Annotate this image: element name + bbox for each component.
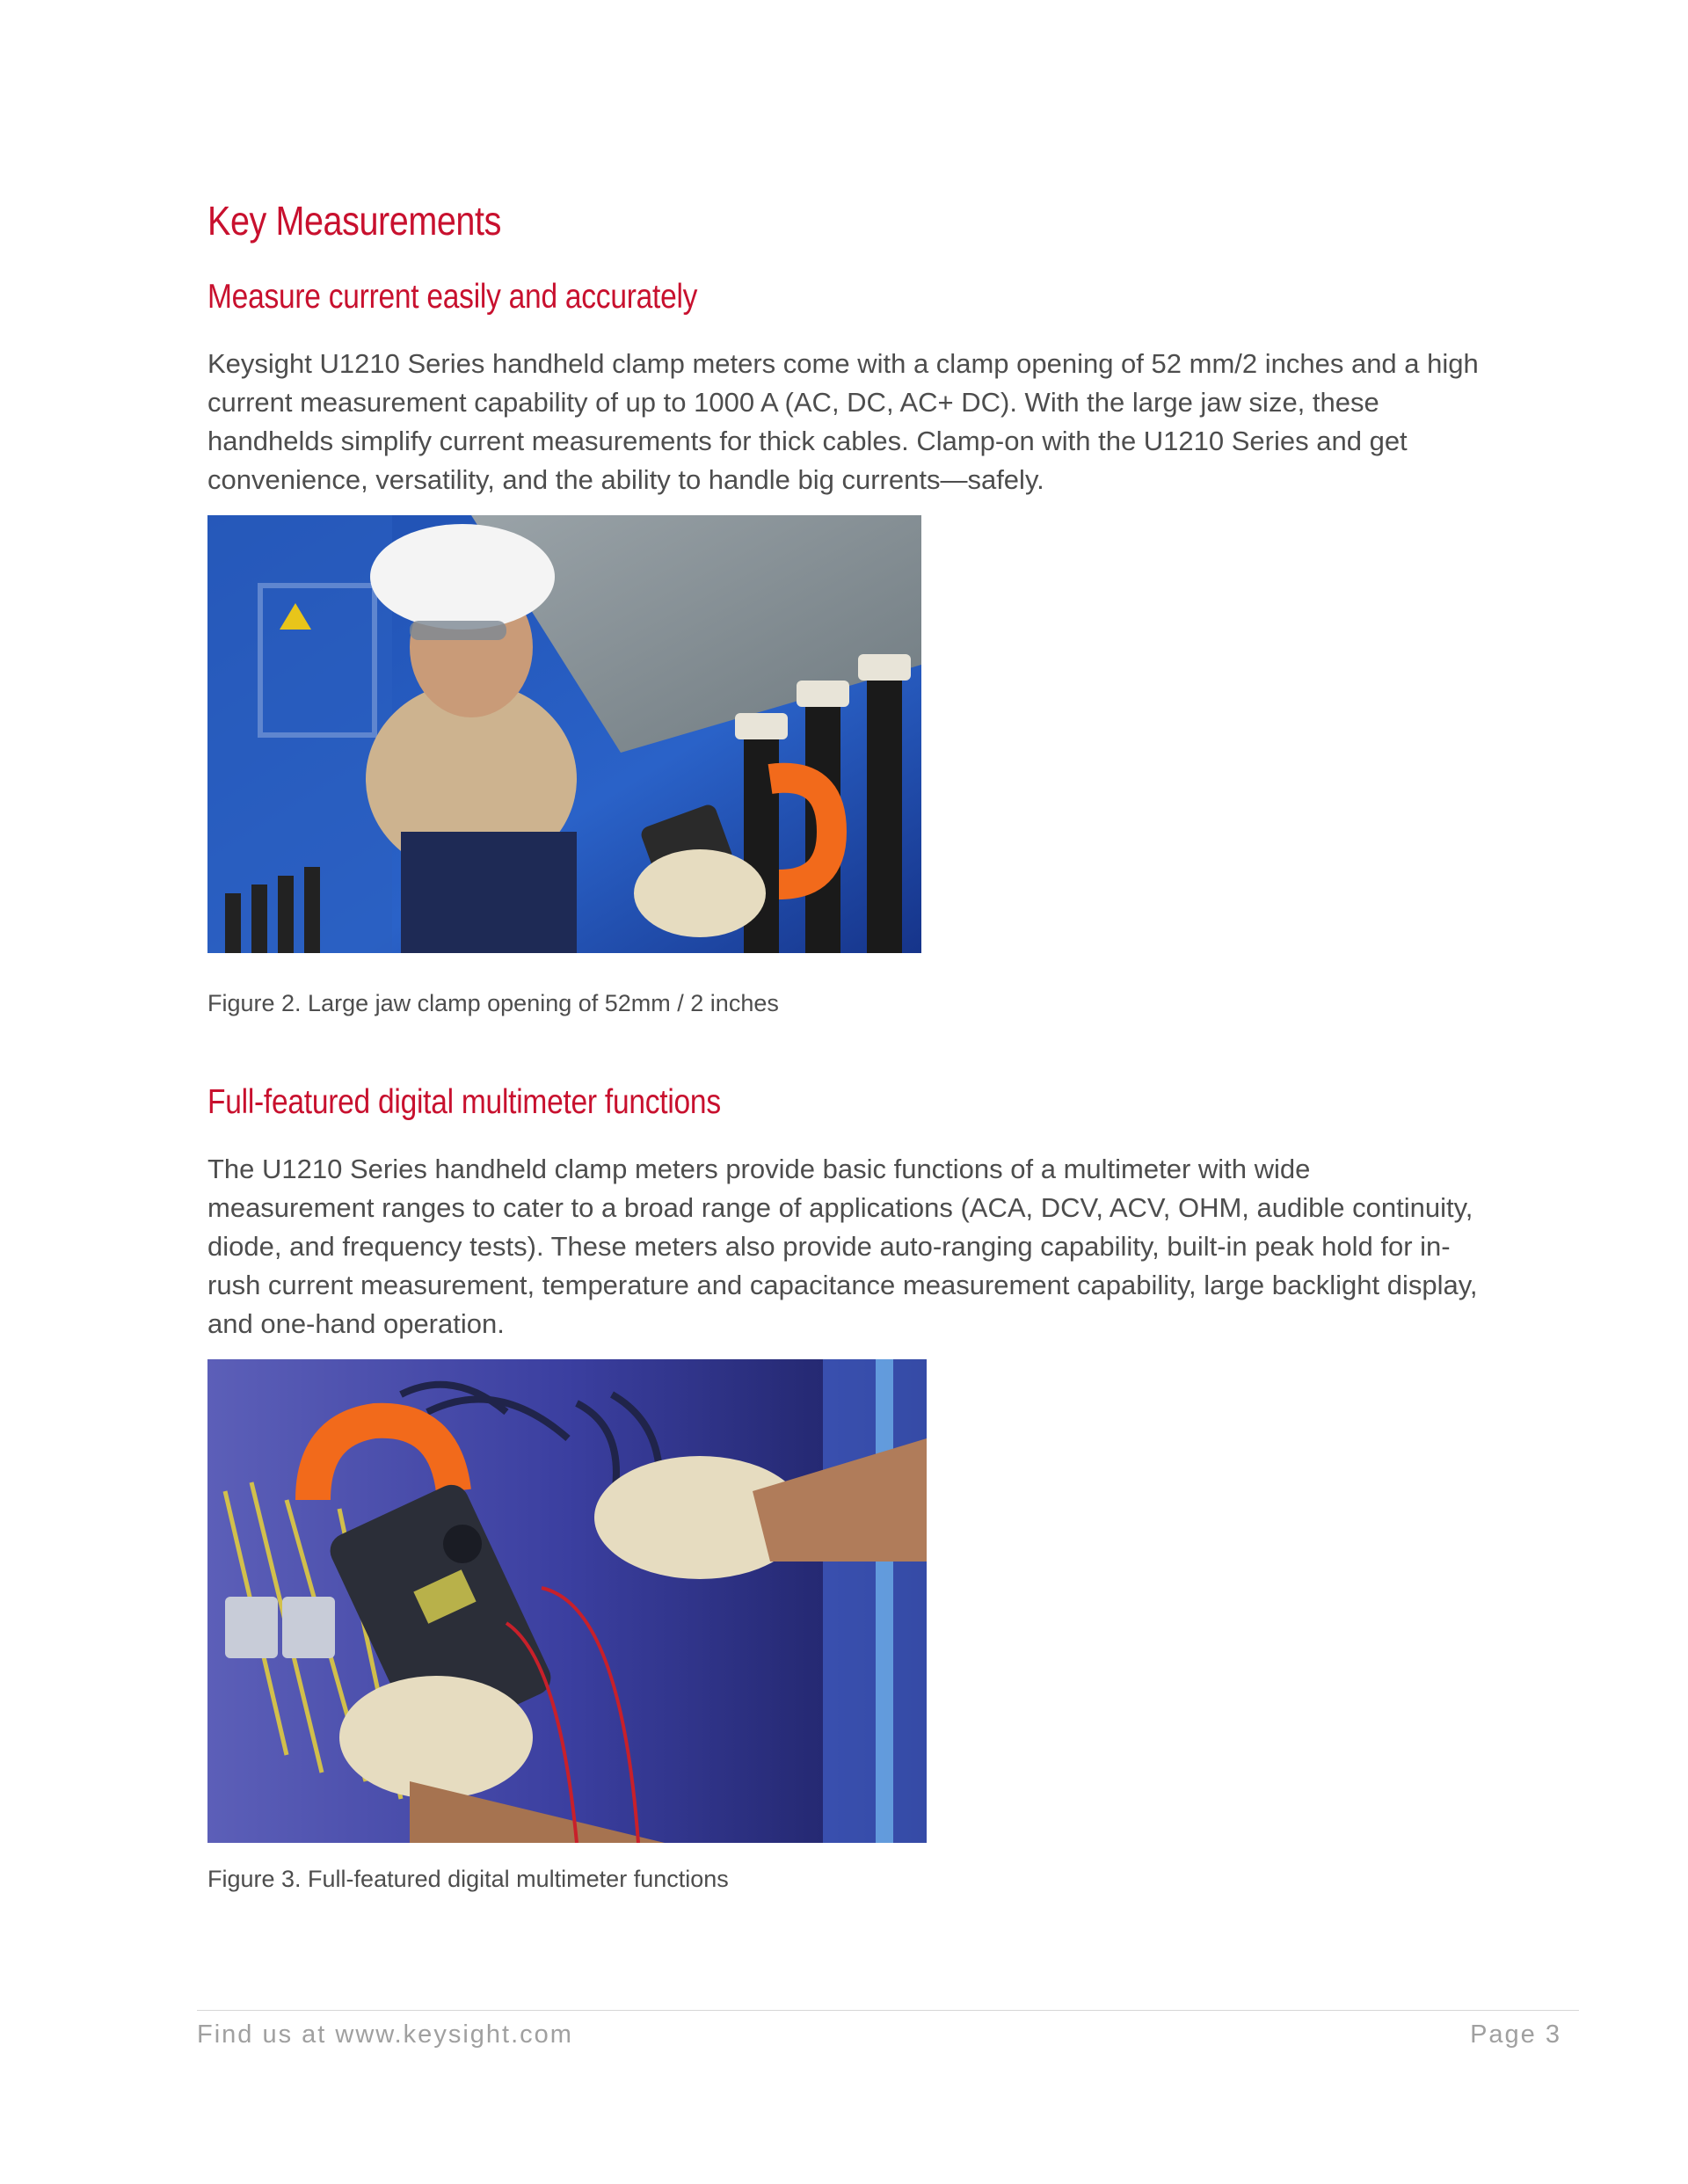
section1-paragraph: Keysight U1210 Series handheld clamp meters come with a clamp opening of 52 mm/2 inches and a high current measurement capability of up to 1000 A (AC, DC, AC+ DC). With the large jaw size, these handhelds simplify current measurements for thick cables. Clamp-on with the U1210 Series and get convenience, versatility, and the ability to handle big currents—safely. [207, 348, 1479, 495]
figure-2-photo [207, 515, 921, 953]
worker-clamp-meter-photo [207, 515, 921, 953]
section2-heading: Full-featured digital multimeter functions [207, 1083, 721, 1121]
section1-heading: Measure current easily and accurately [207, 278, 698, 316]
section-title: Key Measurements [207, 198, 501, 244]
footer-page-number: Page 3 [1470, 2020, 1561, 2049]
section2-paragraph: The U1210 Series handheld clamp meters provide basic functions of a multimeter with wide measurement ranges to cater to a broad range of applications (ACA, DCV, ACV, OHM, audible continuity, diode, and frequency tests). These meters also provide auto-ranging capability, built-in peak hold for in-rush current measurement, temperature and capacitance measurement capability, large backlight display, and one-hand operation. [207, 1154, 1478, 1339]
figure-3-photo [207, 1359, 927, 1843]
footer-divider [197, 2010, 1579, 2011]
footer-website-text: Find us at www.keysight.com [197, 2020, 573, 2049]
figure-2-caption: Figure 2. Large jaw clamp opening of 52mm / 2 inches [207, 990, 779, 1016]
multimeter-panel-photo [207, 1359, 927, 1843]
figure-3-caption: Figure 3. Full-featured digital multimeter functions [207, 1866, 729, 1892]
